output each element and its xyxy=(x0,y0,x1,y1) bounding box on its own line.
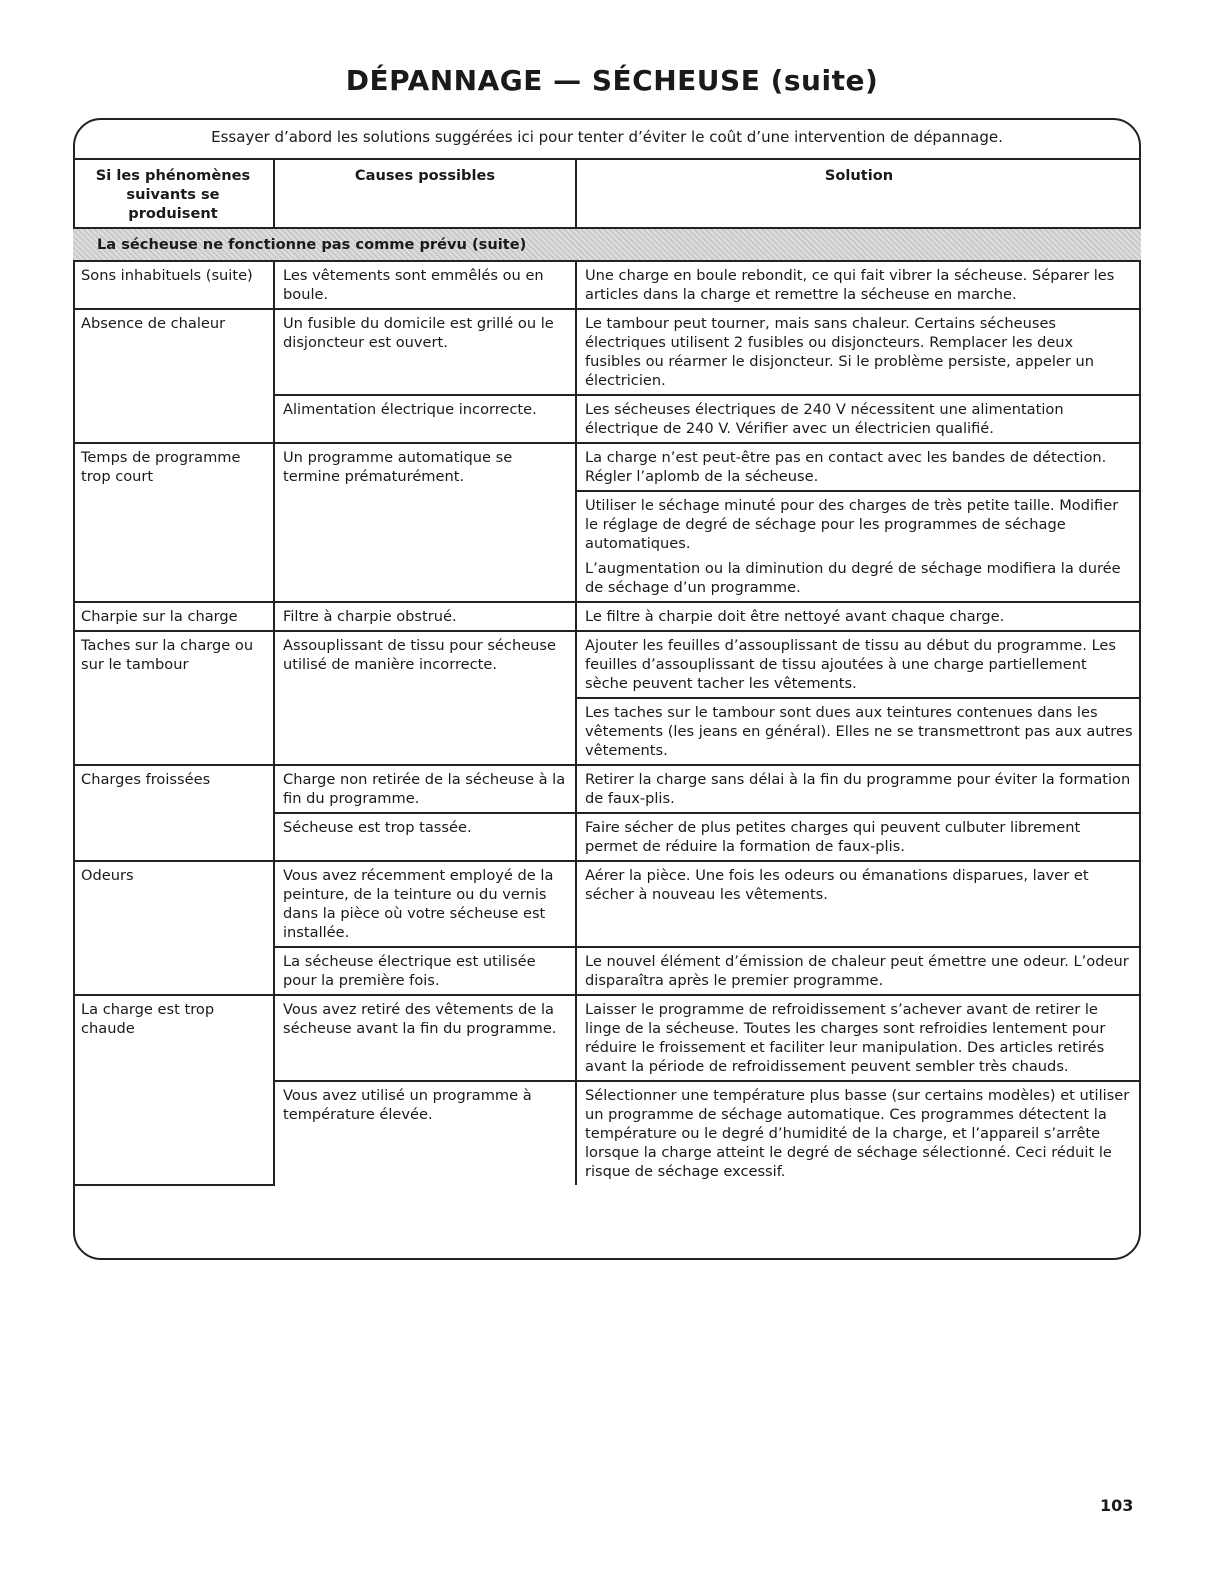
table-row xyxy=(73,861,1141,947)
table-row xyxy=(73,602,1141,631)
solution-cell: Aérer la pièce. Une fois les odeurs ou émanations disparues, laver et sécher à nouveau les vêtements. xyxy=(576,861,1141,947)
solution-cell: Le tambour peut tourner, mais sans chaleur. Certains sécheuses électriques utilisent 2 fusibles ou disjoncteurs. Remplacer les deux fusibles ou réarmer le disjoncteur. Si le problème persiste, appeler un électricien. xyxy=(576,309,1141,395)
table-row xyxy=(73,631,1141,698)
header-problem: Si les phénomènes suivants se produisent xyxy=(73,159,274,228)
problem-cell: Sons inhabituels (suite) xyxy=(73,261,274,309)
problem-cell: La charge est trop chaude xyxy=(73,995,274,1185)
table-row xyxy=(73,765,1141,813)
table-row xyxy=(73,443,1141,491)
title-suffix: (suite) xyxy=(770,64,879,97)
cause-cell: Vous avez récemment employé de la peinture, de la teinture ou du vernis dans la pièce où votre sécheuse est installée. xyxy=(274,861,576,947)
solution-cell: Les taches sur le tambour sont dues aux teintures contenues dans les vêtements (les jeans en général). Elles ne se transmettront pas aux autres vêtements. xyxy=(576,698,1141,765)
page-number: 103 xyxy=(1100,1496,1134,1515)
solution-cell: La charge n’est peut-être pas en contact avec les bandes de détection. Régler l’aplomb de la sécheuse. xyxy=(576,443,1141,491)
solution-cell: Le nouvel élément d’émission de chaleur peut émettre une odeur. L’odeur disparaîtra après le premier programme. xyxy=(576,947,1141,995)
section-title: La sécheuse ne fonctionne pas comme prévu (suite) xyxy=(73,228,1141,261)
cause-cell: Alimentation électrique incorrecte. xyxy=(274,395,576,443)
cause-cell: La sécheuse électrique est utilisée pour la première fois. xyxy=(274,947,576,995)
cause-cell: Filtre à charpie obstrué. xyxy=(274,602,576,631)
cause-cell: Un programme automatique se termine prématurément. xyxy=(274,443,576,602)
header-solution: Solution xyxy=(576,159,1141,228)
solution-text: Utiliser le séchage minuté pour des charges de très petite taille. Modifier le réglage de degré de séchage pour les programmes de séchage automatiques. xyxy=(585,497,1119,552)
header-row xyxy=(73,159,1141,228)
problem-cell: Charpie sur la charge xyxy=(73,602,274,631)
solution-cell: Ajouter les feuilles d’assouplissant de tissu au début du programme. Les feuilles d’assouplissant de tissu ajoutées à une charge partiellement sèche peuvent tacher les vêtements. xyxy=(576,631,1141,698)
cause-cell: Sécheuse est trop tassée. xyxy=(274,813,576,861)
page-title: DÉPANNAGE — SÉCHEUSE (suite) xyxy=(345,64,879,97)
cause-cell: Les vêtements sont emmêlés ou en boule. xyxy=(274,261,576,309)
solution-cell: Une charge en boule rebondit, ce qui fait vibrer la sécheuse. Séparer les articles dans la charge et remettre la sécheuse en marche. xyxy=(576,261,1141,309)
table-row xyxy=(73,995,1141,1081)
cause-cell: Charge non retirée de la sécheuse à la fin du programme. xyxy=(274,765,576,813)
problem-cell: Odeurs xyxy=(73,861,274,995)
problem-cell: Absence de chaleur xyxy=(73,309,274,443)
intro-text: Essayer d’abord les solutions suggérées ici pour tenter d’éviter le coût d’une intervention de dépannage. xyxy=(211,128,1003,146)
cause-cell: Vous avez utilisé un programme à température élevée. xyxy=(274,1081,576,1185)
solution-cell xyxy=(576,491,1141,602)
header-cause: Causes possibles xyxy=(274,159,576,228)
cause-cell: Assouplissant de tissu pour sécheuse utilisé de manière incorrecte. xyxy=(274,631,576,765)
solution-text-extra: L’augmentation ou la diminution du degré de séchage modifiera la durée de séchage d’un programme. xyxy=(585,560,1121,596)
troubleshooting-table xyxy=(73,158,1141,1186)
cause-cell: Vous avez retiré des vêtements de la sécheuse avant la fin du programme. xyxy=(274,995,576,1081)
cause-cell: Un fusible du domicile est grillé ou le disjoncteur est ouvert. xyxy=(274,309,576,395)
section-row xyxy=(73,228,1141,261)
problem-cell: Charges froissées xyxy=(73,765,274,861)
solution-cell: Le filtre à charpie doit être nettoyé avant chaque charge. xyxy=(576,602,1141,631)
table-row xyxy=(73,309,1141,395)
problem-cell: Taches sur la charge ou sur le tambour xyxy=(73,631,274,765)
solution-cell: Les sécheuses électriques de 240 V nécessitent une alimentation électrique de 240 V. Vérifier avec un électricien qualifié. xyxy=(576,395,1141,443)
solution-cell: Retirer la charge sans délai à la fin du programme pour éviter la formation de faux-plis. xyxy=(576,765,1141,813)
solution-cell: Laisser le programme de refroidissement s’achever avant de retirer le linge de la sécheuse. Toutes les charges sont refroidies lentement pour réduire le froissement et faciliter leur manipulation. Des articles retirés avant la période de refroidissement peuvent sembler très chauds. xyxy=(576,995,1141,1081)
table-row xyxy=(73,261,1141,309)
solution-cell: Sélectionner une température plus basse (sur certains modèles) et utiliser un programme de séchage automatique. Ces programmes détectent la température ou le degré d’humidité de la charge, et l’appareil s’arrête lorsque la charge atteint le degré de séchage sélectionné. Ceci réduit le risque de séchage excessif. xyxy=(576,1081,1141,1185)
solution-cell: Faire sécher de plus petites charges qui peuvent culbuter librement permet de réduire la formation de faux-plis. xyxy=(576,813,1141,861)
problem-cell: Temps de programme trop court xyxy=(73,443,274,602)
